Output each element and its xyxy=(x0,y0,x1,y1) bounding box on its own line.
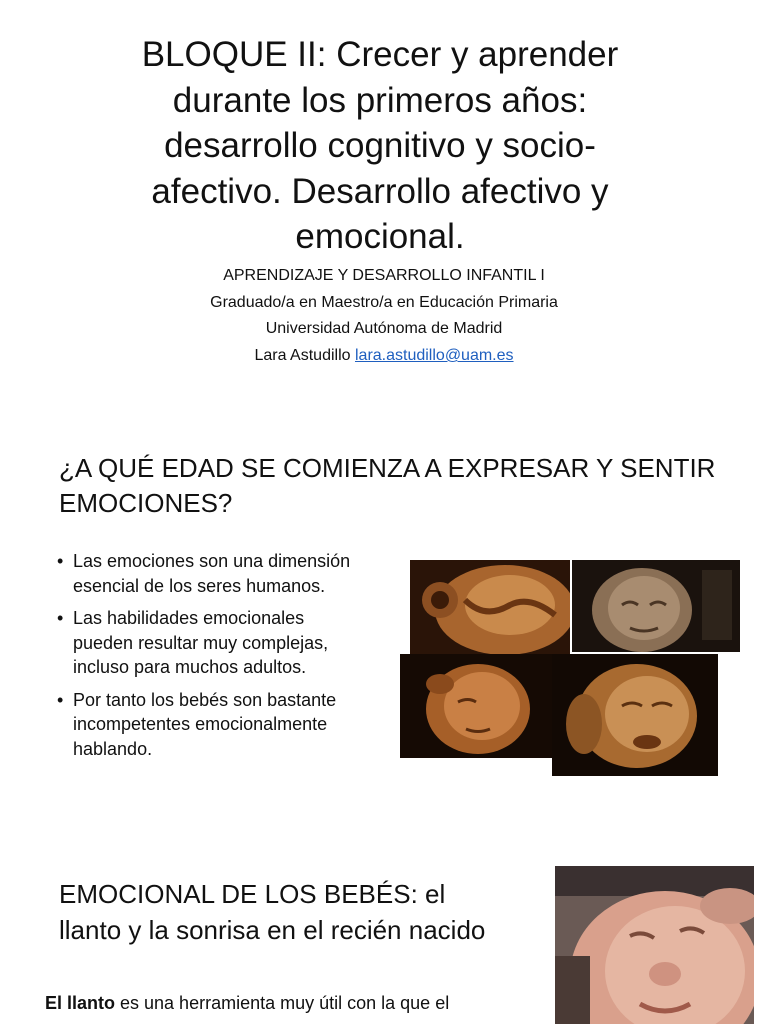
degree-name: Graduado/a en Maestro/a en Educación Primaria xyxy=(210,294,558,311)
ultrasound-image-1 xyxy=(410,560,570,655)
slide-title: BLOQUE II: Crecer y aprender durante los primeros años: desarrollo cognitivo y socio-afectivo. Desarrollo afectivo y emocional. xyxy=(141,35,619,256)
newborn-photo xyxy=(555,866,754,1024)
bullet-list xyxy=(57,549,357,769)
author-email-link[interactable]: lara.astudillo@uam.es xyxy=(354,347,514,364)
course-name: APRENDIZAJE Y DESARROLLO INFANTIL I xyxy=(223,267,545,284)
bullet-item: • Las habilidades emocionales pueden resultar muy complejas, incluso para muchos adultos. xyxy=(57,606,357,680)
author-name: Lara Astudillo xyxy=(254,347,351,364)
body-text xyxy=(45,990,525,1016)
bullet-item: • Las emociones son una dimensión esencial de los seres humanos. xyxy=(57,549,357,598)
body-bold-term: El llanto xyxy=(45,993,116,1013)
ultrasound-image-4 xyxy=(552,654,718,776)
ultrasound-image-3 xyxy=(400,654,552,758)
university-name: Universidad Autónoma de Madrid xyxy=(265,320,503,337)
bullet-item: • Por tanto los bebés son bastante incompetentes emocionalmente hablando. xyxy=(57,688,357,762)
section-title-crying-smile: EMOCIONAL DE LOS BEBÉS: el llanto y la sonrisa en el recién nacido xyxy=(59,879,486,945)
section-title-emotions-age: ¿A QUÉ EDAD SE COMIENZA A EXPRESAR Y SENTIR EMOCIONES? xyxy=(59,453,716,518)
author-line xyxy=(130,347,638,365)
ultrasound-image-2 xyxy=(572,560,740,652)
body-text-rest: es una herramienta muy útil con la que el xyxy=(115,993,450,1013)
